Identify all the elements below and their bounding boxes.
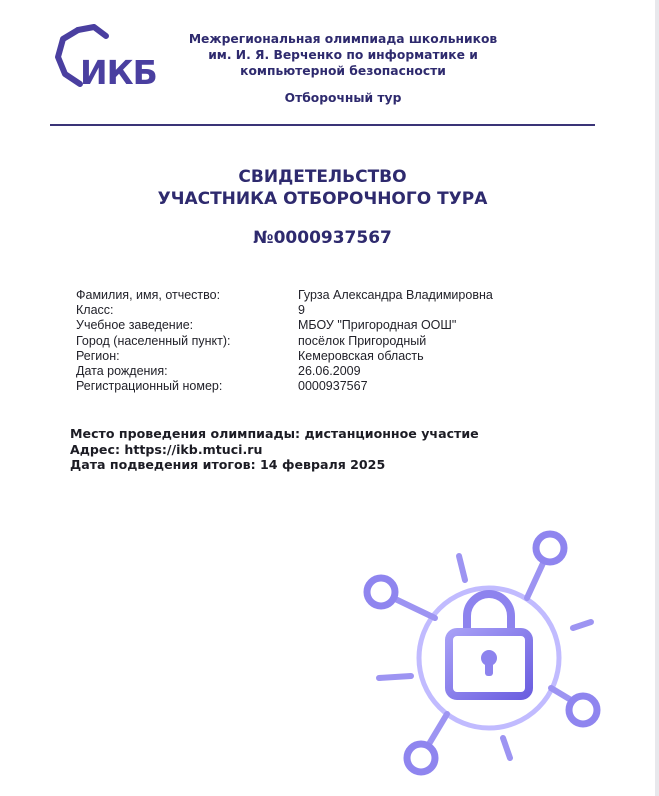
title-line-2: УЧАСТНИКА ОТБОРОЧНОГО ТУРА [157, 189, 488, 209]
field-value: 0000937567 [298, 379, 368, 394]
participant-fields [76, 288, 493, 394]
field-row [76, 334, 493, 349]
certificate-title [60, 166, 585, 210]
field-row [76, 349, 493, 364]
field-label: Класс: [76, 303, 114, 318]
header-line-1: Межрегиональная олимпиада школьников [188, 32, 498, 46]
field-value: 9 [298, 303, 305, 318]
title-line-1: СВИДЕТЕЛЬСТВО [238, 167, 407, 187]
field-label: Регион: [76, 348, 120, 363]
olympiad-details [70, 426, 479, 473]
field-label: Регистрационный номер: [76, 379, 223, 394]
field-value: посёлок Пригородный [298, 333, 427, 348]
ikb-logo [54, 24, 164, 92]
certificate-number: №0000937567 [253, 228, 392, 248]
field-value: 26.06.2009 [298, 364, 361, 379]
padlock-network-icon [355, 528, 615, 796]
field-label: Дата рождения: [76, 364, 168, 379]
field-label: Учебное заведение: [76, 318, 194, 333]
header-line-2: им. И. Я. Верченко по информатике и [208, 48, 478, 62]
field-value: Кемеровская область [298, 348, 424, 363]
field-row [76, 318, 493, 333]
header-line-3: компьютерной безопасности [240, 64, 446, 78]
field-row [76, 364, 493, 379]
header-divider [50, 124, 595, 126]
logo-text: ИКБ [80, 53, 157, 92]
round-label: Отборочный тур [284, 91, 402, 105]
address-line: Адрес: https://ikb.mtuci.ru [70, 441, 263, 457]
results-date-line: Дата подведения итогов: 14 февраля 2025 [70, 457, 386, 473]
page-edge [655, 0, 659, 796]
field-value: Гурза Александра Владимировна [298, 288, 493, 302]
field-value: МБОУ "Пригородная ООШ" [298, 318, 457, 333]
venue-line: Место проведения олимпиады: дистанционное участие [70, 426, 479, 441]
olympiad-header [178, 31, 508, 106]
field-label: Фамилия, имя, отчество: [76, 288, 221, 302]
field-row [76, 303, 493, 318]
field-row [76, 288, 493, 303]
field-row [76, 379, 493, 394]
field-label: Город (населенный пункт): [76, 333, 231, 348]
